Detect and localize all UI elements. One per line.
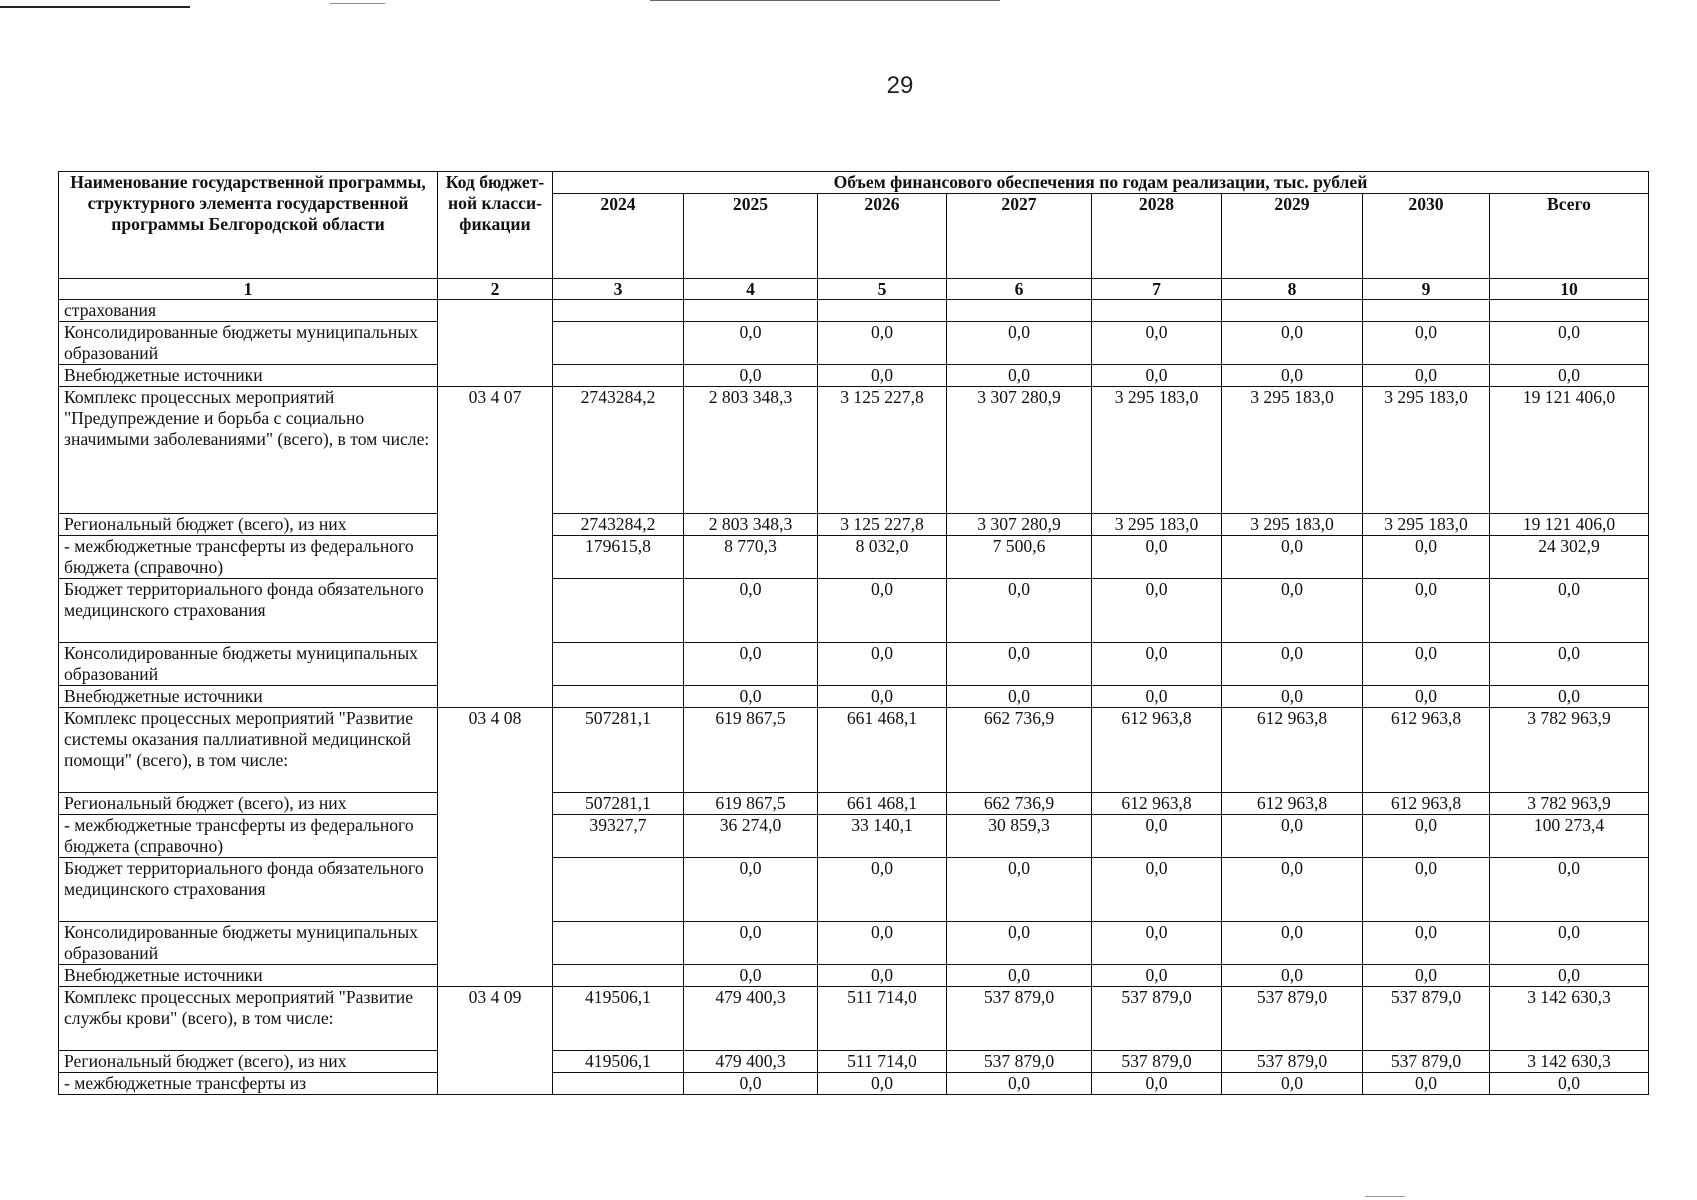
value-2028: 0,0 xyxy=(1092,1073,1222,1095)
value-2029: 0,0 xyxy=(1222,858,1363,922)
table-row xyxy=(59,815,1649,858)
value-2030: 0,0 xyxy=(1363,579,1490,643)
value-2029: 612 963,8 xyxy=(1222,793,1363,815)
value-2027: 0,0 xyxy=(947,922,1092,965)
value-2025: 619 867,5 xyxy=(684,708,818,793)
value-2029: 0,0 xyxy=(1222,1073,1363,1095)
value-2027: 0,0 xyxy=(947,365,1092,387)
value-2030: 0,0 xyxy=(1363,643,1490,686)
value-2024: 419506,1 xyxy=(553,1051,684,1073)
scan-edge-line xyxy=(330,3,385,4)
table-row xyxy=(59,300,1649,322)
table-row xyxy=(59,1051,1649,1073)
value-2024: 2743284,2 xyxy=(553,387,684,514)
value-total: 100 273,4 xyxy=(1490,815,1649,858)
column-number: 4 xyxy=(684,279,818,300)
value-2030: 537 879,0 xyxy=(1363,987,1490,1051)
value-2026: 0,0 xyxy=(818,365,947,387)
table-row xyxy=(59,793,1649,815)
value-2024 xyxy=(553,643,684,686)
value-2024: 179615,8 xyxy=(553,536,684,579)
table-row xyxy=(59,365,1649,387)
row-name: Внебюджетные источники xyxy=(59,965,438,987)
row-name: Комплекс процессных мероприятий "Предупреждение и борьба с социально значимыми заболеваниями" (всего), в том числе: xyxy=(59,387,438,514)
value-2027 xyxy=(947,300,1092,322)
value-2030: 612 963,8 xyxy=(1363,708,1490,793)
value-2024 xyxy=(553,300,684,322)
value-2027: 0,0 xyxy=(947,322,1092,365)
column-number: 9 xyxy=(1363,279,1490,300)
value-2029: 3 295 183,0 xyxy=(1222,387,1363,514)
value-total: 0,0 xyxy=(1490,579,1649,643)
value-2026: 0,0 xyxy=(818,1073,947,1095)
table-row xyxy=(59,686,1649,708)
row-name: Консолидированные бюджеты муниципальных образований xyxy=(59,322,438,365)
column-number: 5 xyxy=(818,279,947,300)
row-name: страхования xyxy=(59,300,438,322)
value-total xyxy=(1490,300,1649,322)
header-code: Код бюджет-ной класси-фикации xyxy=(438,172,553,279)
value-2027: 0,0 xyxy=(947,1073,1092,1095)
value-2024: 39327,7 xyxy=(553,815,684,858)
value-2025: 0,0 xyxy=(684,922,818,965)
value-2024 xyxy=(553,965,684,987)
value-total: 0,0 xyxy=(1490,922,1649,965)
value-total: 0,0 xyxy=(1490,1073,1649,1095)
value-2028: 612 963,8 xyxy=(1092,708,1222,793)
scan-edge-line xyxy=(1365,1196,1405,1197)
column-number: 8 xyxy=(1222,279,1363,300)
header-row-group xyxy=(59,172,1649,194)
table-row xyxy=(59,1073,1649,1095)
value-2026: 3 125 227,8 xyxy=(818,387,947,514)
value-total: 0,0 xyxy=(1490,686,1649,708)
page-number: 29 xyxy=(886,72,914,99)
value-2028: 0,0 xyxy=(1092,365,1222,387)
value-2030: 0,0 xyxy=(1363,365,1490,387)
value-2030: 0,0 xyxy=(1363,858,1490,922)
value-total: 0,0 xyxy=(1490,365,1649,387)
value-2026: 3 125 227,8 xyxy=(818,514,947,536)
value-2028: 537 879,0 xyxy=(1092,987,1222,1051)
value-2025: 2 803 348,3 xyxy=(684,514,818,536)
value-2025: 0,0 xyxy=(684,579,818,643)
header-year-2030: 2030 xyxy=(1363,194,1490,279)
value-2030: 0,0 xyxy=(1363,815,1490,858)
value-2025: 2 803 348,3 xyxy=(684,387,818,514)
scan-edge-line xyxy=(0,6,190,8)
value-2026: 511 714,0 xyxy=(818,987,947,1051)
value-2024 xyxy=(553,579,684,643)
column-number: 1 xyxy=(59,279,438,300)
value-2028: 0,0 xyxy=(1092,643,1222,686)
value-2029: 0,0 xyxy=(1222,322,1363,365)
value-2024 xyxy=(553,686,684,708)
value-total: 3 782 963,9 xyxy=(1490,793,1649,815)
value-total: 0,0 xyxy=(1490,965,1649,987)
value-2025: 0,0 xyxy=(684,686,818,708)
value-2025: 479 400,3 xyxy=(684,987,818,1051)
budget-table xyxy=(58,171,1649,1095)
row-name: - межбюджетные трансферты из федерального бюджета (справочно) xyxy=(59,536,438,579)
table-row xyxy=(59,579,1649,643)
value-2028: 0,0 xyxy=(1092,965,1222,987)
header-year-2026: 2026 xyxy=(818,194,947,279)
header-year-2028: 2028 xyxy=(1092,194,1222,279)
value-2029: 0,0 xyxy=(1222,365,1363,387)
value-2024: 507281,1 xyxy=(553,793,684,815)
column-number: 7 xyxy=(1092,279,1222,300)
value-2025: 0,0 xyxy=(684,965,818,987)
row-name: Региональный бюджет (всего), из них xyxy=(59,514,438,536)
value-2027: 0,0 xyxy=(947,858,1092,922)
value-total: 0,0 xyxy=(1490,643,1649,686)
value-2028: 3 295 183,0 xyxy=(1092,514,1222,536)
table-row xyxy=(59,708,1649,793)
value-total: 0,0 xyxy=(1490,858,1649,922)
value-total: 19 121 406,0 xyxy=(1490,387,1649,514)
value-2026: 33 140,1 xyxy=(818,815,947,858)
table-row xyxy=(59,643,1649,686)
value-2026: 0,0 xyxy=(818,686,947,708)
value-2025: 0,0 xyxy=(684,643,818,686)
row-name: Комплекс процессных мероприятий "Развитие системы оказания паллиативной медицинской помощи" (всего), в том числе: xyxy=(59,708,438,793)
value-2027: 537 879,0 xyxy=(947,1051,1092,1073)
value-2030: 0,0 xyxy=(1363,536,1490,579)
row-name: - межбюджетные трансферты из xyxy=(59,1073,438,1095)
value-2030: 3 295 183,0 xyxy=(1363,514,1490,536)
column-number: 2 xyxy=(438,279,553,300)
value-2026: 0,0 xyxy=(818,965,947,987)
value-total: 3 142 630,3 xyxy=(1490,1051,1649,1073)
value-2025 xyxy=(684,300,818,322)
value-2024 xyxy=(553,322,684,365)
table-row xyxy=(59,922,1649,965)
value-2030: 0,0 xyxy=(1363,686,1490,708)
value-2029: 0,0 xyxy=(1222,643,1363,686)
row-name: Бюджет территориального фонда обязательного медицинского страхования xyxy=(59,858,438,922)
value-2029: 612 963,8 xyxy=(1222,708,1363,793)
table-row xyxy=(59,965,1649,987)
value-2027: 662 736,9 xyxy=(947,708,1092,793)
value-2030: 3 295 183,0 xyxy=(1363,387,1490,514)
value-2028: 612 963,8 xyxy=(1092,793,1222,815)
table-row xyxy=(59,536,1649,579)
value-total: 0,0 xyxy=(1490,322,1649,365)
value-2029: 537 879,0 xyxy=(1222,1051,1363,1073)
value-2028: 0,0 xyxy=(1092,922,1222,965)
row-name: Внебюджетные источники xyxy=(59,365,438,387)
value-2028: 0,0 xyxy=(1092,686,1222,708)
column-number: 10 xyxy=(1490,279,1649,300)
value-2024: 2743284,2 xyxy=(553,514,684,536)
value-2030: 537 879,0 xyxy=(1363,1051,1490,1073)
value-2029 xyxy=(1222,300,1363,322)
value-2026: 8 032,0 xyxy=(818,536,947,579)
value-total: 3 142 630,3 xyxy=(1490,987,1649,1051)
row-name: Комплекс процессных мероприятий "Развитие службы крови" (всего), в том числе: xyxy=(59,987,438,1051)
value-2024 xyxy=(553,858,684,922)
value-2029: 537 879,0 xyxy=(1222,987,1363,1051)
value-2025: 8 770,3 xyxy=(684,536,818,579)
value-2030: 0,0 xyxy=(1363,965,1490,987)
value-2029: 0,0 xyxy=(1222,579,1363,643)
value-2028: 0,0 xyxy=(1092,322,1222,365)
value-total: 19 121 406,0 xyxy=(1490,514,1649,536)
column-number-row xyxy=(59,279,1649,300)
value-2025: 0,0 xyxy=(684,322,818,365)
value-2030: 612 963,8 xyxy=(1363,793,1490,815)
value-2025: 0,0 xyxy=(684,365,818,387)
value-2026: 0,0 xyxy=(818,858,947,922)
value-2028: 0,0 xyxy=(1092,579,1222,643)
value-2025: 619 867,5 xyxy=(684,793,818,815)
header-year-2025: 2025 xyxy=(684,194,818,279)
header-funding-group: Объем финансового обеспечения по годам реализации, тыс. рублей xyxy=(553,172,1649,194)
value-2027: 30 859,3 xyxy=(947,815,1092,858)
value-2028: 0,0 xyxy=(1092,536,1222,579)
value-2027: 0,0 xyxy=(947,965,1092,987)
value-2029: 0,0 xyxy=(1222,686,1363,708)
value-2028 xyxy=(1092,300,1222,322)
value-2029: 0,0 xyxy=(1222,815,1363,858)
value-2028: 0,0 xyxy=(1092,815,1222,858)
value-2026: 661 468,1 xyxy=(818,708,947,793)
value-2024 xyxy=(553,1073,684,1095)
value-2026 xyxy=(818,300,947,322)
value-2027: 537 879,0 xyxy=(947,987,1092,1051)
value-2026: 511 714,0 xyxy=(818,1051,947,1073)
table-row xyxy=(59,858,1649,922)
table-row xyxy=(59,514,1649,536)
value-2027: 7 500,6 xyxy=(947,536,1092,579)
column-number: 3 xyxy=(553,279,684,300)
value-2025: 0,0 xyxy=(684,858,818,922)
scan-edge-line xyxy=(650,0,1000,1)
value-2026: 0,0 xyxy=(818,922,947,965)
value-2029: 0,0 xyxy=(1222,965,1363,987)
value-2027: 0,0 xyxy=(947,579,1092,643)
value-total: 3 782 963,9 xyxy=(1490,708,1649,793)
value-2024 xyxy=(553,922,684,965)
value-2030: 0,0 xyxy=(1363,1073,1490,1095)
header-total: Всего xyxy=(1490,194,1649,279)
value-2024: 419506,1 xyxy=(553,987,684,1051)
table-row xyxy=(59,322,1649,365)
row-name: - межбюджетные трансферты из федерального бюджета (справочно) xyxy=(59,815,438,858)
value-2027: 3 307 280,9 xyxy=(947,387,1092,514)
row-name: Консолидированные бюджеты муниципальных образований xyxy=(59,922,438,965)
row-name: Региональный бюджет (всего), из них xyxy=(59,1051,438,1073)
value-2026: 0,0 xyxy=(818,322,947,365)
value-2027: 662 736,9 xyxy=(947,793,1092,815)
value-2025: 479 400,3 xyxy=(684,1051,818,1073)
value-2026: 0,0 xyxy=(818,579,947,643)
row-name: Консолидированные бюджеты муниципальных образований xyxy=(59,643,438,686)
value-2027: 0,0 xyxy=(947,643,1092,686)
value-2030: 0,0 xyxy=(1363,322,1490,365)
row-name: Внебюджетные источники xyxy=(59,686,438,708)
value-2024: 507281,1 xyxy=(553,708,684,793)
row-name: Бюджет территориального фонда обязательного медицинского страхования xyxy=(59,579,438,643)
row-code xyxy=(438,300,553,387)
table-row xyxy=(59,987,1649,1051)
header-year-2027: 2027 xyxy=(947,194,1092,279)
value-2030: 0,0 xyxy=(1363,922,1490,965)
table-row xyxy=(59,387,1649,514)
value-2026: 661 468,1 xyxy=(818,793,947,815)
row-code: 03 4 08 xyxy=(438,708,553,987)
value-2025: 0,0 xyxy=(684,1073,818,1095)
value-2028: 0,0 xyxy=(1092,858,1222,922)
header-year-2029: 2029 xyxy=(1222,194,1363,279)
value-2028: 3 295 183,0 xyxy=(1092,387,1222,514)
value-2024 xyxy=(553,365,684,387)
value-2027: 0,0 xyxy=(947,686,1092,708)
row-code: 03 4 07 xyxy=(438,387,553,708)
row-code: 03 4 09 xyxy=(438,987,553,1095)
value-2029: 0,0 xyxy=(1222,536,1363,579)
value-2027: 3 307 280,9 xyxy=(947,514,1092,536)
value-2029: 0,0 xyxy=(1222,922,1363,965)
column-number: 6 xyxy=(947,279,1092,300)
value-2030 xyxy=(1363,300,1490,322)
header-year-2024: 2024 xyxy=(553,194,684,279)
value-2026: 0,0 xyxy=(818,643,947,686)
row-name: Региональный бюджет (всего), из них xyxy=(59,793,438,815)
value-2029: 3 295 183,0 xyxy=(1222,514,1363,536)
value-2025: 36 274,0 xyxy=(684,815,818,858)
header-name: Наименование государственной программы, структурного элемента государственной программы Белгородской области xyxy=(59,172,438,279)
value-total: 24 302,9 xyxy=(1490,536,1649,579)
value-2028: 537 879,0 xyxy=(1092,1051,1222,1073)
